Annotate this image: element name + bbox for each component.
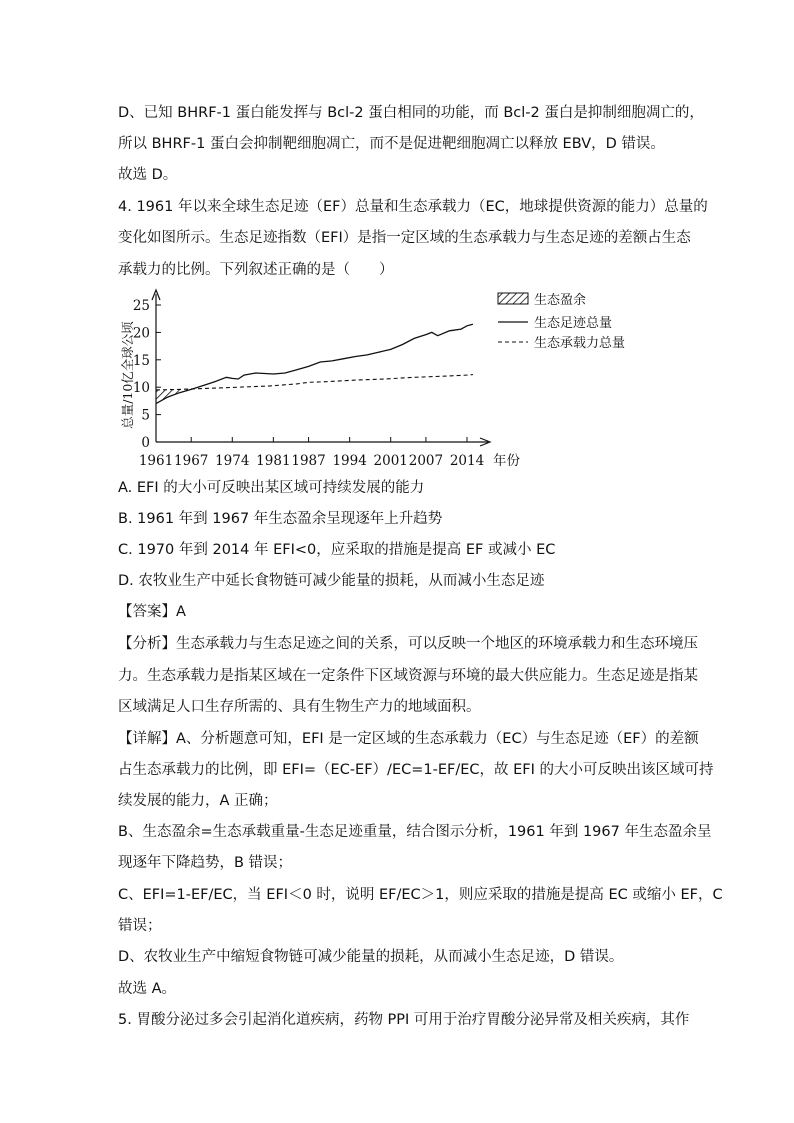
x-tick-label: 2001 <box>373 453 408 469</box>
y-tick-label: 25 <box>132 298 150 314</box>
series-line-ec <box>156 375 473 390</box>
explanation-line: 【详解】A、分析题意可知，EFI 是一定区域的生态承载力（EC）与生态足迹（EF）的差额 <box>118 731 699 747</box>
explanation-line: 现逐年下降趋势，B 错误； <box>118 855 293 871</box>
explanation-line: 错误； <box>118 918 162 934</box>
chart-ticks <box>133 298 521 469</box>
analysis-line: 【分析】生态承载力与生态足迹之间的关系，可以反映一个地区的环境承载力和生态环境压 <box>118 636 698 652</box>
legend-swatch-surplus <box>498 293 528 304</box>
explanation-line: D、农牧业生产中缩短食物链可减少能量的损耗，从而减小生态足迹，D 错误。 <box>118 949 624 965</box>
x-tick-label: 1961 <box>138 453 174 469</box>
option-c: C. 1970 年到 2014 年 EFI<0，应采取的措施是提高 EF 或减小 EC <box>118 542 556 558</box>
text-line: 故选 D。 <box>118 167 178 183</box>
option-b: B. 1961 年到 1967 年生态盈余呈现逐年上升趋势 <box>118 511 443 527</box>
question-4-line: 4. 1961 年以来全球生态足迹（EF）总量和生态承载力（EC，地球提供资源的能力）总量的 <box>118 199 708 215</box>
x-tick-label: 1987 <box>291 453 326 469</box>
explanation-line: 续发展的能力，A 正确； <box>118 793 278 809</box>
text-line: D、已知 BHRF-1 蛋白能发挥与 Bcl-2 蛋白相同的功能，而 Bcl-2 蛋白是抑制细胞凋亡的， <box>118 105 704 121</box>
y-axis-label: 总量/10亿全球公顷 <box>120 321 135 429</box>
y-tick-label: 5 <box>141 407 150 424</box>
legend-label-ec: 生态承载力总量 <box>534 336 626 351</box>
question-5-line: 5. 胃酸分泌过多会引起消化道疾病，药物 PPI 可用于治疗胃酸分泌异常及相关疾病，其作 <box>118 1012 690 1028</box>
y-tick-label: 20 <box>132 325 150 342</box>
explanation-line: C、EFI=1-EF/EC，当 EFI＜0 时，说明 EF/EC＞1，则应采取的措施是提高 EC 或缩小 EF，C <box>118 887 723 903</box>
x-tick-label: 1974 <box>215 453 250 469</box>
y-tick-label: 15 <box>132 352 150 369</box>
chart-axes <box>152 290 490 446</box>
option-d: D. 农牧业生产中延长食物链可减少能量的损耗，从而减小生态足迹 <box>118 573 545 589</box>
answer: 【答案】A <box>118 604 186 620</box>
series-line-ef <box>156 324 473 403</box>
option-a: A. EFI 的大小可反映出某区域可持续发展的能力 <box>118 480 425 496</box>
question-4-line: 承载力的比例。下列叙述正确的是（ ） <box>118 262 394 278</box>
chart-legend <box>498 292 625 351</box>
analysis-line: 区域满足人口生存所需的、具有生物生产力的地域面积。 <box>118 699 481 715</box>
x-tick-label: 2014 <box>449 453 485 469</box>
text-line: 所以 BHRF-1 蛋白会抑制靶细胞凋亡，而不是促进靶细胞凋亡以释放 EBV，D 错误。 <box>118 136 665 152</box>
ecological-chart <box>112 280 672 472</box>
x-tick-label: 1981 <box>256 453 291 469</box>
x-axis-unit: 年份 <box>493 453 520 469</box>
x-tick-label: 1967 <box>174 453 209 469</box>
analysis-line: 力。生态承载力是指某区域在一定条件下区域资源与环境的最大供应能力。生态足迹是指某 <box>118 668 698 684</box>
y-tick-label: 10 <box>132 380 150 397</box>
explanation-line: 占生态承载力的比例，即 EFI=（EC-EF）/EC=1-EF/EC，故 EFI 的大小可反映出该区域可持 <box>118 762 714 778</box>
x-tick-label: 2007 <box>408 453 444 469</box>
explanation-line: B、生态盈余=生态承载重量-生态足迹重量，结合图示分析，1961 年到 1967 年生态盈余呈 <box>118 824 712 840</box>
chart-marks <box>156 324 473 403</box>
legend-label-ef: 生态足迹总量 <box>534 316 613 331</box>
explanation-line: 故选 A。 <box>118 981 177 997</box>
question-4-line: 变化如图所示。生态足迹指数（EFI）是指一定区域的生态承载力与生态足迹的差额占生态 <box>118 230 691 246</box>
y-tick-label: 0 <box>141 435 150 451</box>
x-tick-label: 1994 <box>332 453 367 469</box>
legend-label-surplus: 生态盈余 <box>534 293 587 308</box>
